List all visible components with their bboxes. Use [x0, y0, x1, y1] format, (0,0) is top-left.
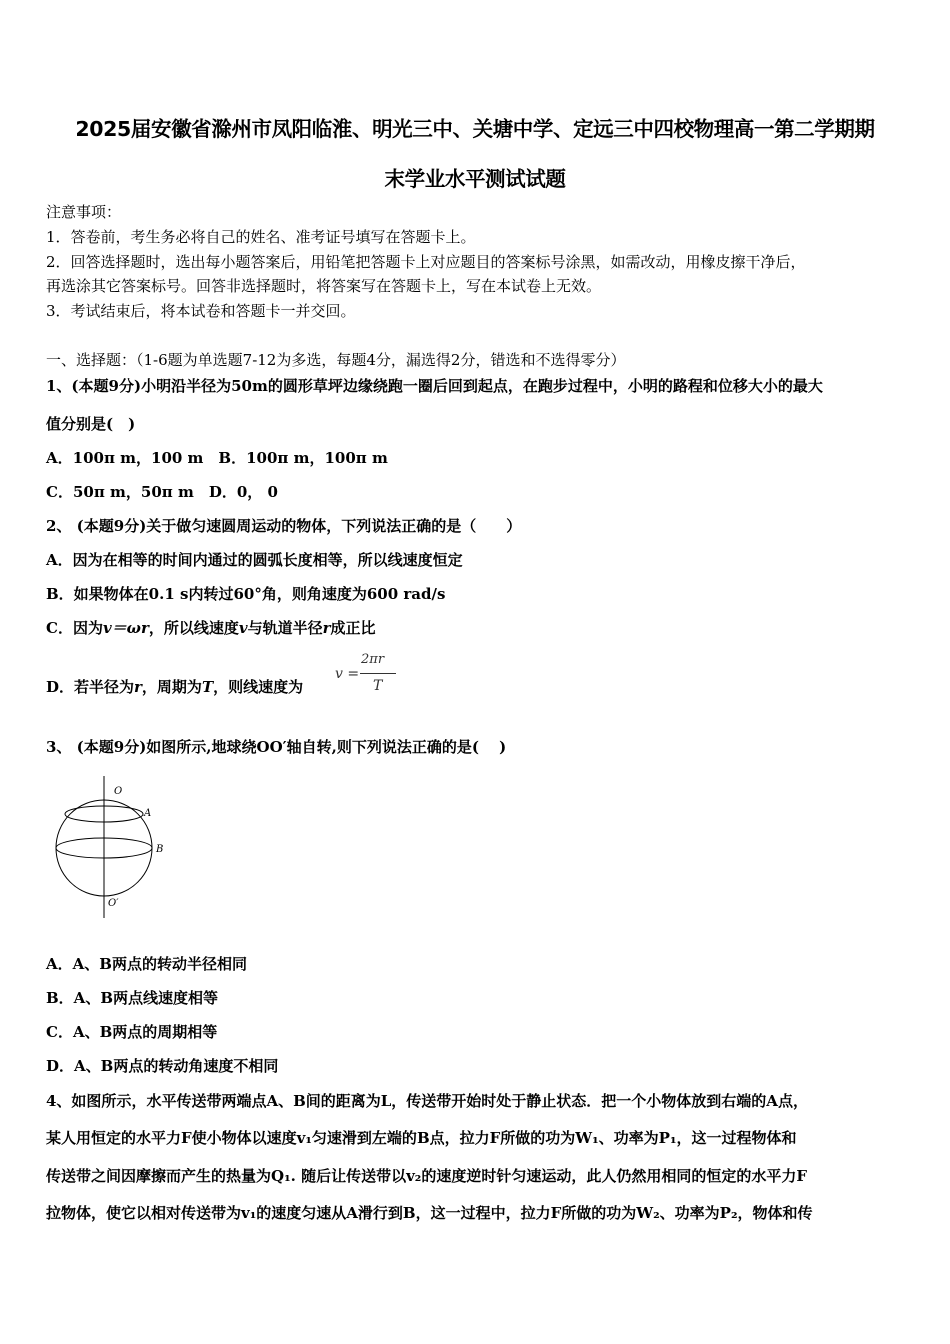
earth-rotation-figure [46, 772, 186, 922]
q3-option-c: C．A、B两点的周期相等 [46, 1023, 218, 1041]
q3-option-b: B．A、B两点线速度相等 [46, 989, 218, 1007]
q2-d-mid: ，周期为 [141, 678, 202, 696]
q4-line3: 传送带之间因摩擦而产生的热量为Q₁. 随后让传送带以v₂的速度逆时针匀速运动，此人仍然用相同的恒定的水平力F [46, 1167, 808, 1185]
q1-options-ab: A．100π m，100 m B．100π m，100π m [46, 449, 388, 467]
label-b: B [156, 844, 164, 855]
q2-c-var-r: r [322, 619, 331, 637]
q2-c-post: 成正比 [330, 619, 376, 637]
q2-d-var-t: T [201, 678, 214, 696]
notice-heading: 注意事项： [46, 203, 122, 221]
q3-stem: 3、 (本题9分)如图所示,地球绕OO′轴自转,则下列说法正确的是( ) [46, 738, 507, 756]
q2-stem: 2、 (本题9分)关于做匀速圆周运动的物体，下列说法正确的是（ ） [46, 517, 522, 535]
q3-option-d: D．A、B两点的转动角速度不相同 [46, 1057, 279, 1075]
q2-option-c [46, 618, 376, 638]
velocity-formula [333, 652, 403, 698]
q2-d-var-r: r [134, 678, 142, 696]
q2-option-d [46, 677, 303, 697]
q2-option-a: A．因为在相等的时间内通过的圆弧长度相等，所以线速度恒定 [46, 551, 463, 569]
q1-stem-line1: 1、(本题9分)小明沿半径为50m的圆形草坪边缘绕跑一圈后回到起点，在跑步过程中，小明的路程和位移大小的最大 [46, 377, 823, 395]
q2-d-post: ，则线速度为 [213, 678, 304, 696]
formula-lhs: v = [335, 666, 360, 682]
q3-option-a: A．A、B两点的转动半径相同 [46, 955, 247, 973]
q1-stem-line2: 值分别是( ) [46, 415, 136, 433]
q2-c-var-v: v [238, 619, 248, 637]
q2-c-equation: v＝ωr [102, 619, 149, 637]
q2-d-prefix: D．若半径为 [46, 678, 135, 696]
section-heading: 一、选择题：（1-6题为单选题7-12为多选，每题4分，漏选得2分，错选和不选得零分） [46, 351, 626, 369]
q2-c-prefix: C．因为 [46, 619, 103, 637]
label-o-top: O [114, 786, 123, 797]
q2-c-mid: ，所以线速度 [148, 619, 239, 637]
q4-line1: 4、如图所示，水平传送带两端点A、B间的距离为L，传送带开始时处于静止状态．把一个小物体放到右端的A点， [46, 1092, 808, 1110]
exam-title-line1: 2025届安徽省滁州市凤阳临淮、明光三中、关塘中学、定远三中四校物理高一第二学期期 [75, 117, 875, 141]
q2-c-mid2: 与轨道半径 [247, 619, 323, 637]
label-o-bottom: O′ [108, 898, 119, 909]
q1-options-cd: C．50π m，50π m D．0， 0 [46, 483, 278, 501]
formula-denominator: T [373, 678, 383, 694]
formula-numerator: 2πr [361, 652, 385, 667]
notice-item-2-cont: 再选涂其它答案标号。回答非选择题时，将答案写在答题卡上，写在本试卷上无效。 [46, 277, 602, 295]
notice-item-3: 3．考试结束后，将本试卷和答题卡一并交回。 [46, 302, 356, 320]
notice-item-2: 2．回答选择题时，选出每小题答案后，用铅笔把答题卡上对应题目的答案标号涂黑，如需改动，用橡皮擦干净后， [46, 253, 806, 271]
label-a: A [144, 808, 152, 819]
q4-line2: 某人用恒定的水平力F使小物体以速度v₁匀速滑到左端的B点，拉力F所做的功为W₁、功率为P₁，这一过程物体和 [46, 1129, 797, 1147]
q2-option-b: B．如果物体在0.1 s内转过60°角，则角速度为600 rad/s [46, 585, 446, 603]
formula-fraction-bar [360, 673, 396, 674]
exam-title-line2: 末学业水平测试试题 [384, 167, 566, 191]
q4-line4: 拉物体，使它以相对传送带为v₁的速度匀速从A滑行到B，这一过程中，拉力F所做的功为W₂、功率为P₂，物体和传 [46, 1204, 813, 1222]
notice-item-1: 1．答卷前，考生务必将自己的姓名、准考证号填写在答题卡上。 [46, 228, 476, 246]
